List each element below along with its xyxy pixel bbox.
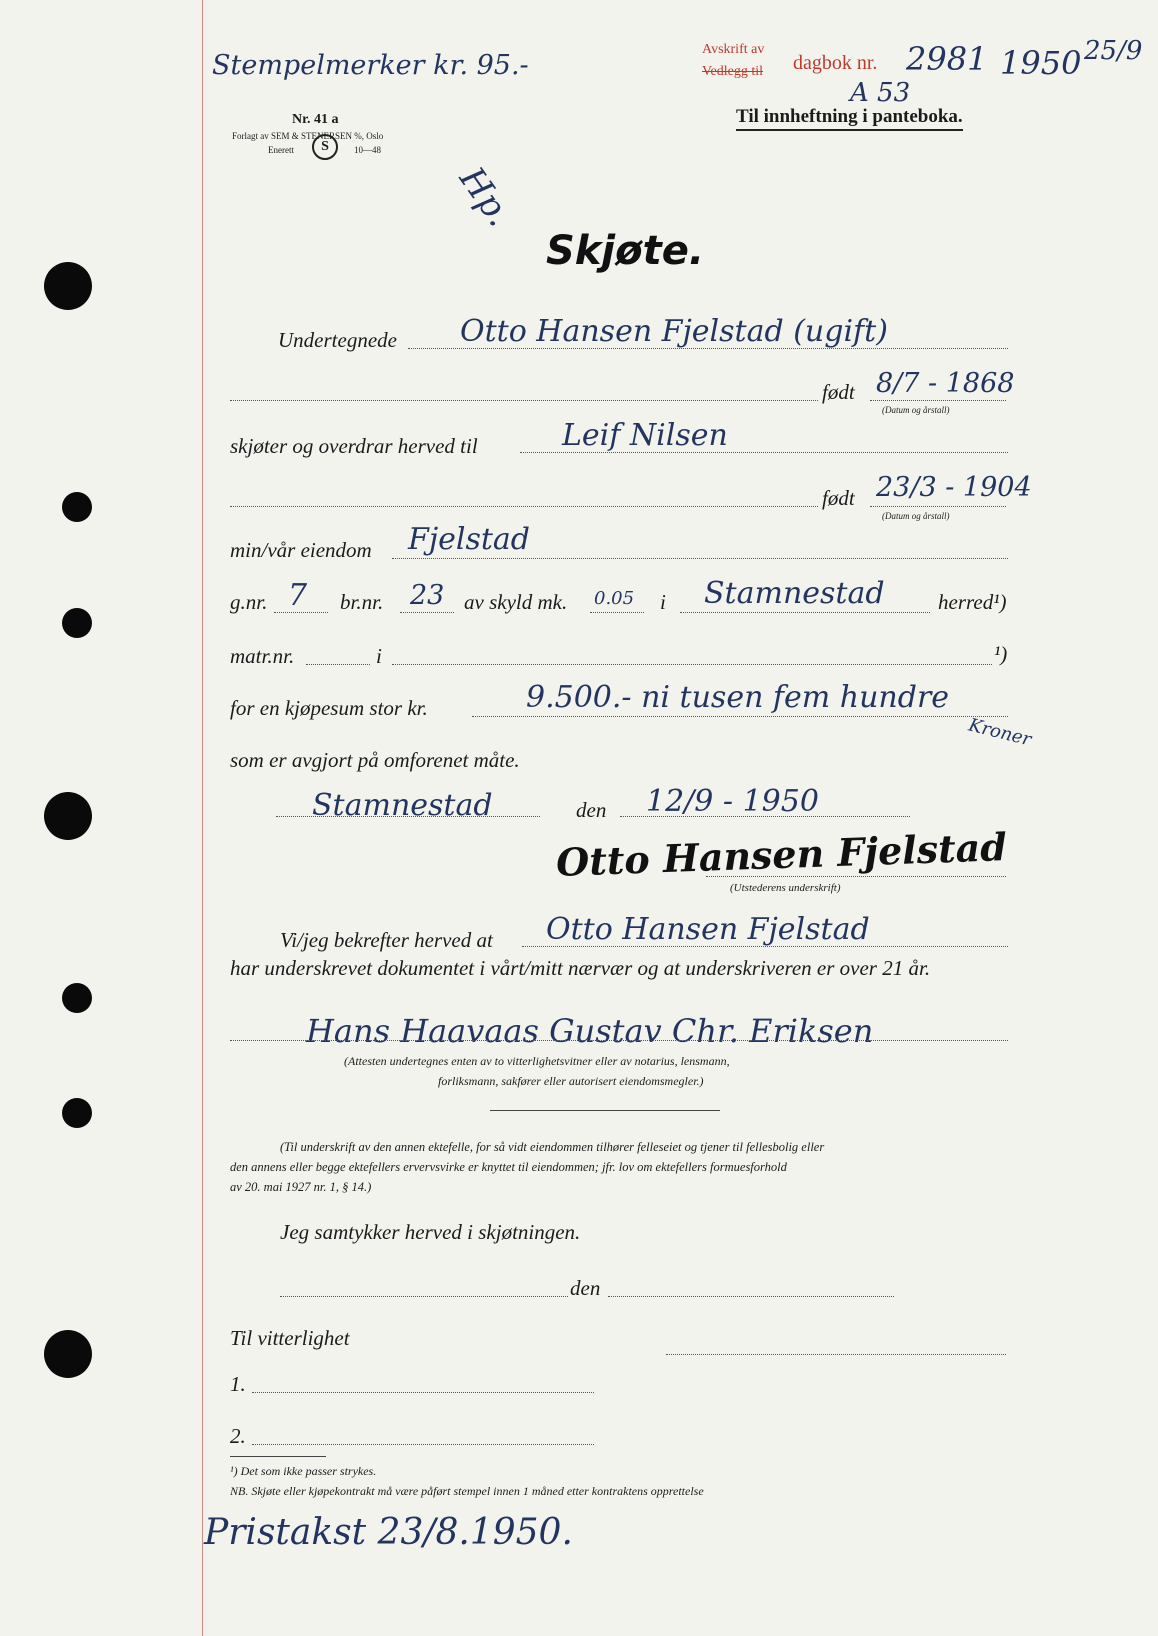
attest-note: (Attesten undertegnes enten av to vitterlighetsvitner eller av notarius, lensmann, (344, 1054, 730, 1068)
punch-hole (62, 983, 92, 1013)
sum-label: for en kjøpesum stor kr. (230, 696, 428, 720)
rule (230, 1040, 1008, 1041)
rule (306, 664, 370, 665)
sum-value: 9.500.- ni tusen fem hundre (526, 680, 950, 715)
pristakst-note: Pristakst 23/8.1950. (204, 1512, 573, 1553)
attest-note: forliksmann, sakfører eller autorisert eiendomsmegler.) (438, 1074, 704, 1088)
gnr-value: 7 (288, 578, 308, 613)
stamp-note: Stempelmerker kr. 95.- (212, 50, 529, 81)
innheftning-text: Til innheftning i panteboka. (736, 106, 963, 131)
buyer-born-label: født (822, 486, 855, 510)
consent-text: Jeg samtykker herved i skjøtningen. (280, 1220, 581, 1244)
dagbok-number: 2981 (906, 40, 988, 78)
rule (276, 816, 540, 817)
date-den-label: den (576, 798, 607, 822)
consent-den-label: den (570, 1276, 601, 1300)
date-hint: (Datum og årstall) (882, 405, 950, 415)
punch-hole (62, 608, 92, 638)
margin-note: Hp. (451, 160, 520, 234)
rule (392, 558, 1008, 559)
seller-name: Otto Hansen Fjelstad (ugift) (460, 314, 888, 349)
footnote-1: ¹) Det som ikke passer strykes. (230, 1464, 377, 1478)
rule (230, 506, 818, 507)
form-number: Nr. 41 a (292, 112, 339, 127)
rule (706, 876, 1006, 877)
skyld-value: 0.05 (594, 588, 635, 609)
settled-text: som er avgjort på omforenet måte. (230, 748, 520, 772)
rule (252, 1392, 594, 1393)
signature-caption: (Utstederens underskrift) (730, 882, 841, 894)
matr-i-label: i (376, 644, 382, 668)
rule (230, 400, 818, 401)
spouse-note: (Til underskrift av den annen ektefelle, for så vidt eiendommen tilhører felleseiet og tjener til fellesbolig eller (280, 1140, 825, 1154)
attest-label: Vi/jeg bekrefter herved at (280, 928, 493, 952)
attest-name: Otto Hansen Fjelstad (546, 912, 870, 947)
seller-birth-date: 8/7 - 1868 (876, 368, 1015, 399)
margin-line (202, 0, 203, 1636)
spouse-note: den annens eller begge ektefellers ervervsvirke er knyttet til eiendommen; jfr. lov om ektefellers formuesforhold (230, 1160, 787, 1174)
avskrift-label: Avskrift av (702, 42, 765, 57)
publisher-enerett: Enerett (268, 145, 294, 155)
issuer-signature: Otto Hansen Fjelstad (555, 824, 1008, 885)
punch-hole (44, 792, 92, 840)
matr-note: ¹) (994, 642, 1008, 666)
witness-signatures: Hans Haavaas Gustav Chr. Eriksen (306, 1012, 874, 1050)
attest-text: har underskrevet dokumentet i vårt/mitt nærvær og at underskriveren er over 21 år. (230, 956, 931, 980)
transfer-label: skjøter og overdrar herved til (230, 434, 478, 458)
footnote-nb: NB. Skjøte eller kjøpekontrakt må være påført stempel innen 1 måned etter kontraktens opprettelse (230, 1484, 704, 1498)
rule (408, 348, 1008, 349)
dagbok-year: 1950 (1000, 44, 1082, 82)
spouse-note: av 20. mai 1927 nr. 1, § 14.) (230, 1180, 372, 1194)
place-value: Stamnestad (312, 788, 493, 823)
punch-hole (44, 1330, 92, 1378)
witness-one: 1. (230, 1372, 246, 1396)
skyld-label: av skyld mk. (464, 590, 568, 614)
rule (252, 1444, 594, 1445)
volume-number: A 53 (850, 78, 911, 108)
matr-label: matr.nr. (230, 644, 295, 668)
date-value: 12/9 - 1950 (646, 784, 819, 819)
witness-heading: Til vitterlighet (230, 1326, 350, 1350)
brnr-label: br.nr. (340, 590, 384, 614)
seller-born-label: født (822, 380, 855, 404)
buyer-birth-date: 23/3 - 1904 (876, 472, 1032, 503)
punch-hole (62, 492, 92, 522)
buyer-name: Leif Nilsen (562, 418, 728, 453)
rule (608, 1296, 894, 1297)
rule (472, 716, 1008, 717)
rule (620, 816, 910, 817)
publisher-line: Forlagt av SEM & STENERSEN %, Oslo (232, 131, 384, 141)
property-name: Fjelstad (408, 522, 531, 557)
publisher-logo: S (312, 134, 338, 160)
rule (870, 400, 1006, 401)
dagbok-date: 25/9 (1084, 36, 1143, 66)
rule (392, 664, 992, 665)
herred-value: Stamnestad (704, 576, 885, 611)
undertegnede-label: Undertegnede (278, 328, 397, 352)
rule (520, 452, 1008, 453)
rule (522, 946, 1008, 947)
rule (870, 506, 1006, 507)
rule (274, 612, 328, 613)
punch-hole (62, 1098, 92, 1128)
publisher-edition: 10—48 (354, 145, 381, 155)
rule (590, 612, 644, 613)
punch-hole (44, 262, 92, 310)
rule (666, 1354, 1006, 1355)
rule (680, 612, 930, 613)
date-hint: (Datum og årstall) (882, 511, 950, 521)
document-title: Skjøte. (546, 228, 705, 274)
brnr-value: 23 (410, 580, 445, 611)
gnr-label: g.nr. (230, 590, 268, 614)
dagbok-label: dagbok nr. (793, 52, 878, 74)
sum-kroner: Kroner (966, 714, 1034, 751)
separator-line (490, 1110, 720, 1111)
herred-label: herred¹) (938, 590, 1007, 614)
rule (280, 1296, 568, 1297)
footnote-line (230, 1456, 326, 1457)
property-label: min/vår eiendom (230, 538, 372, 562)
rule (400, 612, 454, 613)
vedlegg-label: Vedlegg til (702, 64, 764, 79)
i-label: i (660, 590, 666, 614)
witness-two: 2. (230, 1424, 246, 1448)
